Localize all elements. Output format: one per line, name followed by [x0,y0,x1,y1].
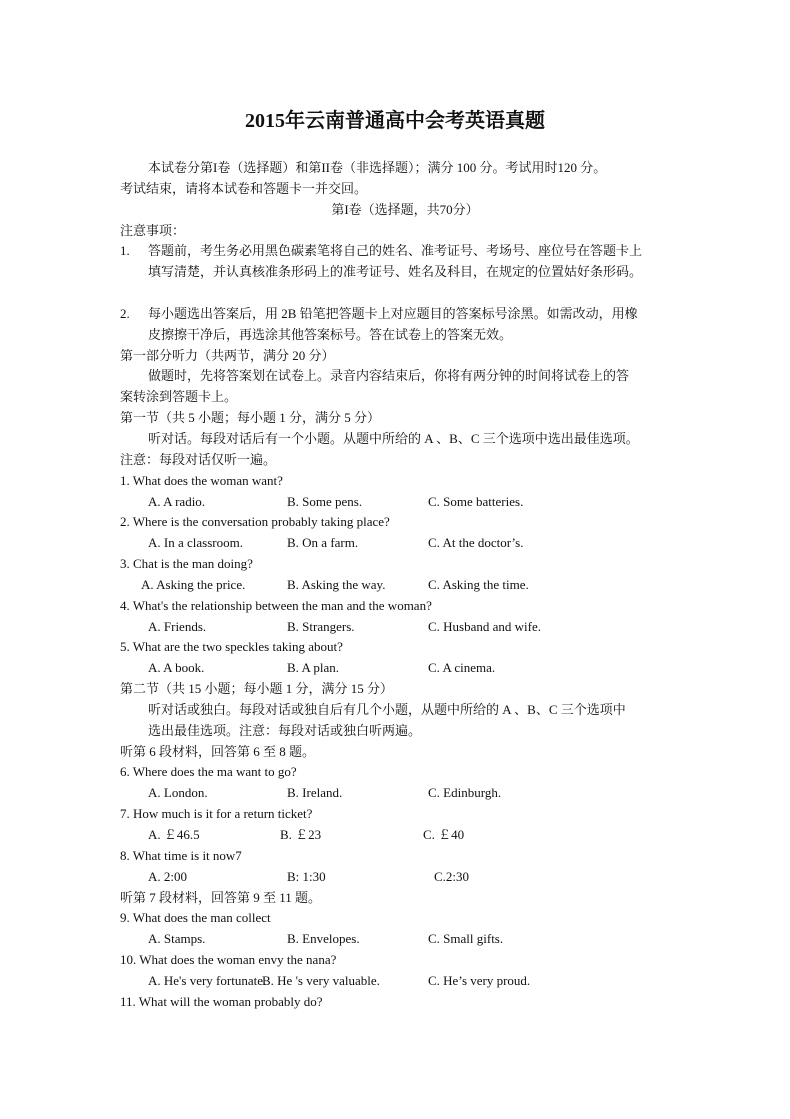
notice-item [120,304,690,325]
section-heading: 第二节（共 15 小题；每小题 1 分，满分 15 分） [120,681,394,697]
option-c: C. At the doctor’s. [428,535,524,551]
instruction: 案转涂到答题卡上。 [120,389,238,405]
question-options [120,867,690,888]
option-a: A. In a classroom. [148,535,243,551]
option-c: C. Some batteries. [428,493,524,509]
option-a: A. 2:00 [148,868,187,884]
instruction: 选出最佳选项。注意：每段对话或独白听两遍。 [148,722,422,738]
option-c: C.2:30 [434,868,470,884]
question-options [120,971,690,992]
option-b: B. A plan. [287,660,340,676]
option-b: B. On a farm. [287,535,359,551]
question-text: 8. What time is it now7 [120,847,242,863]
question-options [120,658,690,679]
question-text: 6. Where does the ma want to go? [120,764,297,780]
notice-text: 皮擦擦干净后，再选涂其他答案标号。答在试卷上的答案无效。 [148,326,513,342]
instruction: 做题时，先将答案划在试卷上。录音内容结束后，你将有两分钟的时间将试卷上的答 [148,368,630,384]
option-c: C. Edinburgh. [428,785,502,801]
question-text: 10. What does the woman envy the nana? [120,952,337,968]
question-options [120,825,690,846]
question-options [120,617,690,638]
section-heading: 第一部分听力（共两节，满分 20 分） [120,347,335,363]
option-c: C. A cinema. [428,660,496,676]
option-b: B. Strangers. [287,618,355,634]
instruction: 听对话。每段对话后有一个小题。从题中所给的 A 、B、C 三个选项中选出最佳选项。 [148,430,639,446]
document-body [120,158,690,1013]
option-b: B. Asking the way. [287,576,386,592]
option-c: C. Husband and wife. [428,618,542,634]
notice-text: 答题前，考生务必用黑色碳素笔将自己的姓名、准考证号、考场号、座位号在答题卡上 [148,243,643,259]
option-b: B. Envelopes. [287,931,360,947]
material-heading: 听第 6 段材料，回答第 6 至 8 题。 [120,743,316,759]
instruction: 注意：每段对话仅听一遍。 [120,451,277,467]
page-title: 2015年云南普通高中会考英语真题 [245,110,545,132]
part-heading: 第I卷（选择题，共70分） [331,201,479,217]
question-text: 7. How much is it for a return ticket? [120,806,313,822]
option-b: B. Some pens. [287,493,363,509]
question-options [120,533,690,554]
option-c: C. He’s very proud. [428,972,531,988]
question-options [120,492,690,513]
question-text: 5. What are the two speckles taking about? [120,639,343,655]
intro-line: 考试结束，请将本试卷和答题卡一并交回。 [120,180,368,196]
option-c: C. Asking the time. [428,576,529,592]
notice-number: 1. [120,243,130,259]
option-a: A. A radio. [148,493,206,509]
notice-item [120,241,690,262]
question-text: 11. What will the woman probably do? [120,993,323,1009]
question-text: 4. What's the relationship between the man and the woman? [120,597,432,613]
instruction: 听对话或独白。每段对话或独自后有几个小题，从题中所给的 A 、B、C 三个选项中 [148,701,626,717]
option-b: B. ￡23 [280,827,322,842]
option-b: B: 1:30 [287,868,326,884]
question-options [120,783,690,804]
option-a: A. London. [148,785,208,801]
question-text: 1. What does the woman want? [120,472,283,488]
option-c: C. ￡40 [423,827,465,842]
question-options [120,929,690,950]
notice-number: 2. [120,305,130,321]
question-text: 3. Chat is the man doing? [120,556,253,572]
notice-text: 每小题选出答案后，用 2B 铅笔把答题卡上对应题目的答案标号涂黑。如需改动，用橡 [148,305,638,321]
intro-line: 本试卷分第I卷（选择题）和第II卷（非选择题）；满分 100 分。考试用时120 分。 [148,160,607,175]
spacer [120,283,690,304]
option-b: B. Ireland. [287,785,343,801]
section-heading: 第一节（共 5 小题；每小题 1 分，满分 5 分） [120,410,381,426]
question-options [120,575,690,596]
option-a: A. He's very fortunate. [148,972,267,988]
question-text: 2. Where is the conversation probably taking place? [120,514,390,530]
option-a: A. Friends. [148,618,207,634]
option-a: A. Stamps. [148,931,206,947]
option-a: A. Asking the price. [141,576,246,592]
notice-label: 注意事项： [120,222,186,238]
option-c: C. Small gifts. [428,931,504,947]
option-a: A. ￡46.5 [148,827,200,842]
question-text: 9. What does the man collect [120,910,271,926]
option-b: B. He 's very valuable. [262,972,380,988]
option-a: A. A book. [148,660,205,676]
notice-text: 填写清楚，并认真核准条形码上的准考证号、姓名及科目，在规定的位置姑好条形码。 [148,264,643,280]
material-heading: 听第 7 段材料，回答第 9 至 11 题。 [120,889,322,905]
